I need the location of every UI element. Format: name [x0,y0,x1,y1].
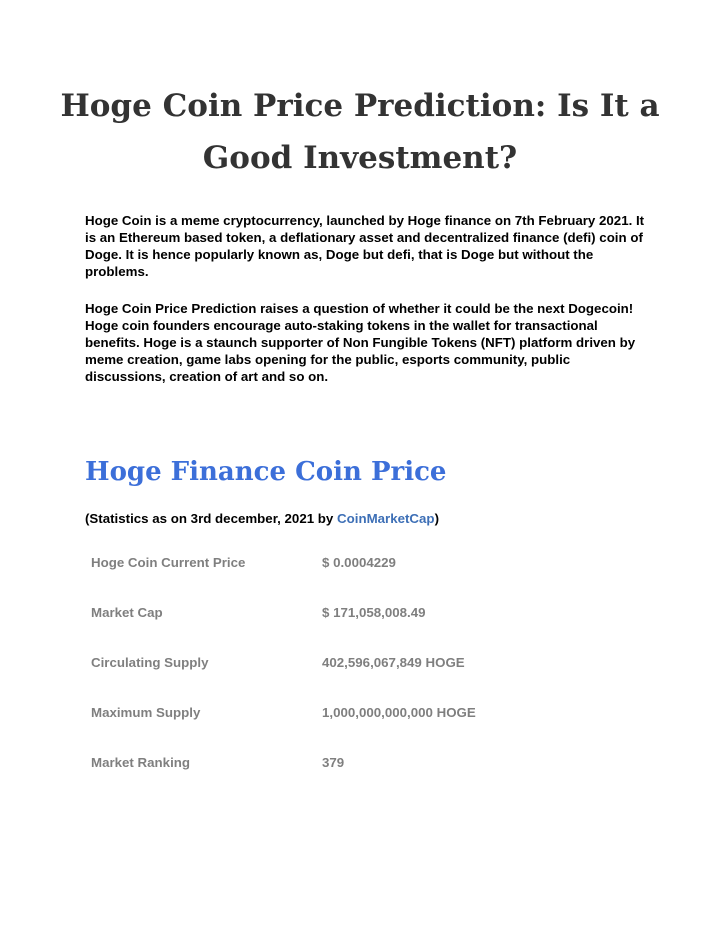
stat-label: Circulating Supply [91,654,209,670]
stat-label: Market Ranking [91,754,191,770]
stat-label: Maximum Supply [91,704,201,720]
section-heading: Hoge Finance Coin Price [85,457,447,487]
table-row [85,737,645,787]
table-row [85,687,645,737]
stat-label: Market Cap [91,604,163,620]
intro-paragraph: Hoge Coin is a meme cryptocurrency, launched by Hoge finance on 7th February 2021. It is an Ethereum based token, a deflationary asset and decentralized finance (defi) coin of Doge. It is hence popularly known as, Doge but defi, that is Doge but without the problems. [85,213,645,279]
stat-value: 1,000,000,000,000 HOGE [322,704,476,720]
price-stats-table [85,537,645,787]
coinmarketcap-link[interactable]: CoinMarketCap [337,511,435,526]
prediction-paragraph: Hoge Coin Price Prediction raises a question of whether it could be the next Dogecoin! Hoge coin founders encourage auto-staking tokens in the wallet for transactional benefits. Hoge is a staunch supporter of Non Fungible Tokens (NFT) platform driven by meme creation, game labs opening for the public, esports community, public discussions, creation of art and so on. [85,301,636,384]
stat-value: $ 171,058,008.49 [322,604,426,620]
stat-label: Hoge Coin Current Price [91,554,246,570]
stats-note-suffix: ) [434,511,439,526]
stats-note-prefix: (Statistics as on 3rd december, 2021 by [85,511,338,526]
table-row [85,637,645,687]
stat-value: 379 [322,754,345,770]
stat-value: 402,596,067,849 HOGE [322,654,465,670]
stat-value: $ 0.0004229 [322,554,396,570]
table-row [85,537,645,587]
page-title: Hoge Coin Price Prediction: Is It a Good Investment? [60,88,660,176]
stats-note [85,510,439,527]
table-row [85,587,645,637]
